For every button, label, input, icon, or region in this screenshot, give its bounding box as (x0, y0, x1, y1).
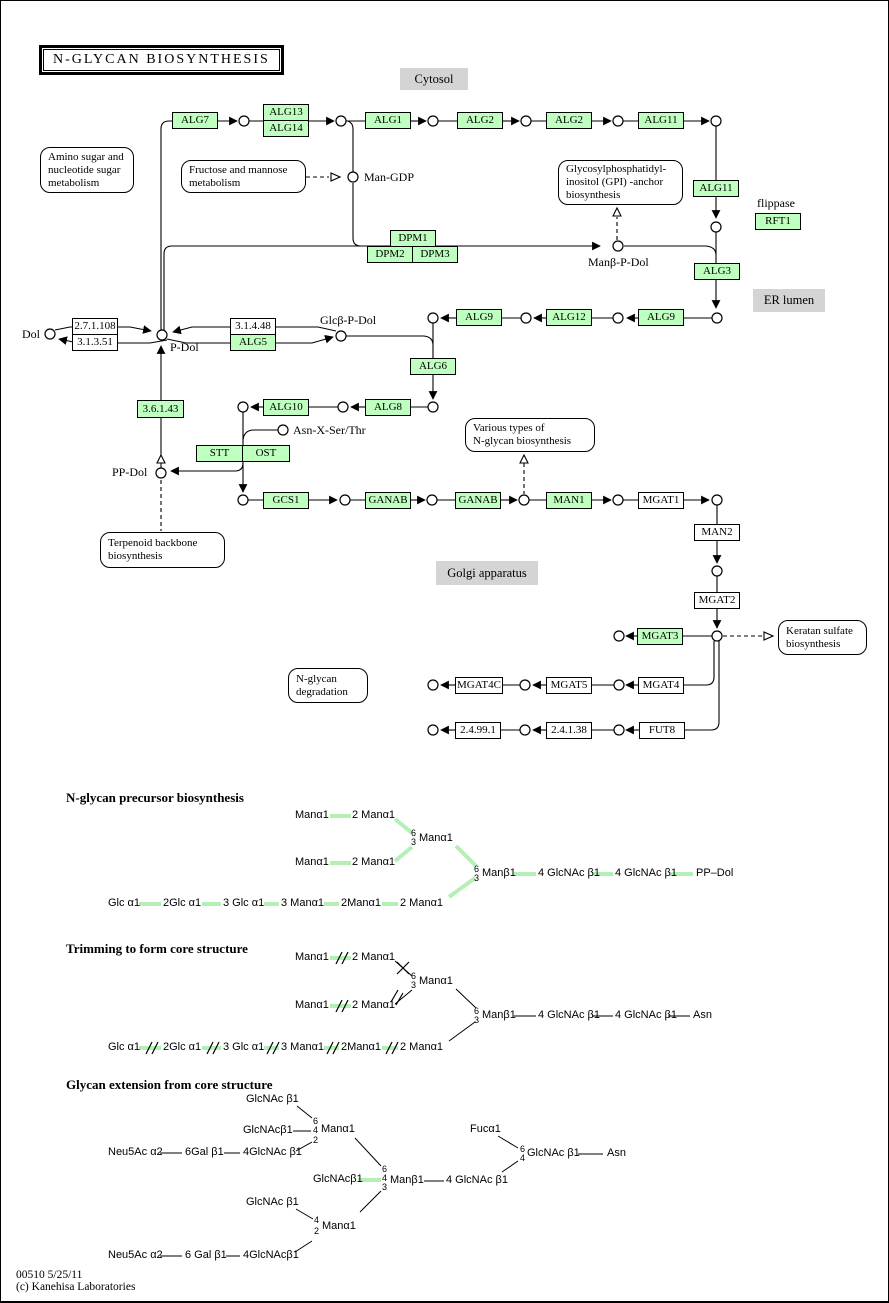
compound-label-asn-x-ser-thr: Asn-X-Ser/Thr (293, 423, 366, 437)
gene-box-alg3[interactable]: ALG3 (694, 263, 740, 280)
compound-node[interactable] (428, 402, 438, 412)
glycan-label: 3 Manα1 (281, 1041, 325, 1053)
gene-box-alg2[interactable]: ALG2 (546, 112, 592, 129)
glycan-label: 2 Manα1 (352, 999, 396, 1011)
glycan-label: 2Glc α1 (163, 897, 202, 909)
copyright: (c) Kanehisa Laboratories (16, 1281, 136, 1293)
gene-box-mgat4c[interactable]: MGAT4C (455, 677, 503, 694)
map-title-box (39, 45, 284, 75)
compound-node[interactable] (278, 425, 288, 435)
glycan-label: 6 (474, 1006, 480, 1016)
glycan-label: Manα1 (419, 975, 453, 987)
compound-node[interactable] (614, 631, 624, 641)
glycan-label: 2 Manα1 (352, 856, 396, 868)
compound-node[interactable] (336, 331, 346, 341)
glycan-label: 2 (313, 1135, 319, 1145)
gene-box-stt[interactable]: STT (196, 445, 243, 462)
glycan-label: Manβ1 (482, 867, 516, 879)
gene-box-man1[interactable]: MAN1 (546, 492, 592, 509)
compound-node[interactable] (156, 468, 166, 478)
pathway-link-label-line: nucleotide sugar (48, 163, 121, 176)
glycan-label: 3 Manα1 (281, 897, 325, 909)
gene-box-2-7-1-108[interactable]: 2.7.1.108 (72, 318, 118, 335)
compound-label-dol: Dol (22, 327, 40, 341)
compound-node[interactable] (712, 631, 722, 641)
glycan-label: 4GlcNAcβ1 (243, 1249, 299, 1261)
compound-node[interactable] (614, 680, 624, 690)
gene-box-mgat3[interactable]: MGAT3 (637, 628, 683, 645)
glycan-label: PP–Dol (696, 867, 734, 879)
gene-box-mgat2[interactable]: MGAT2 (694, 592, 740, 609)
compound-node[interactable] (157, 330, 167, 340)
gene-box-alg8[interactable]: ALG8 (365, 399, 411, 416)
gene-box-man2[interactable]: MAN2 (694, 524, 740, 541)
gene-box-mgat5[interactable]: MGAT5 (546, 677, 592, 694)
glycan-label: 2 Manα1 (352, 951, 396, 963)
pathway-link-label-line: inositol (GPI) -anchor (566, 176, 664, 188)
glycan-label: 4 GlcNAc β1 (538, 867, 600, 879)
glycan-label: Manα1 (419, 832, 453, 844)
glycan-label: Neu5Ac α2 (108, 1249, 163, 1261)
glycan-label: 2Glc α1 (163, 1041, 202, 1053)
region-label-er-lumen: ER lumen (753, 289, 825, 312)
pathway-link-label-line: Amino sugar and (48, 150, 124, 163)
gene-box-ost[interactable]: OST (242, 445, 290, 462)
compound-node[interactable] (238, 495, 248, 505)
gene-box-3-1-4-48[interactable]: 3.1.4.48 (230, 318, 276, 335)
glycan-label: 2 Manα1 (400, 1041, 444, 1053)
glycan-label: 4 GlcNAc β1 (615, 1009, 677, 1021)
pathway-link-n-glycan[interactable] (288, 668, 368, 703)
gene-box-alg11[interactable]: ALG11 (638, 112, 684, 129)
gene-box-2-4-99-1[interactable]: 2.4.99.1 (455, 722, 501, 739)
glycan-label: 3 Glc α1 (223, 1041, 265, 1053)
gene-box-dpm3[interactable]: DPM3 (412, 246, 458, 263)
gene-box-fut8[interactable]: FUT8 (639, 722, 685, 739)
pathway-link-label-line: biosynthesis (108, 550, 163, 562)
pathway-link-glycosylphosphatidyl[interactable] (558, 160, 683, 205)
glycan-label: 3 (411, 837, 417, 847)
gene-box-rft1[interactable]: RFT1 (755, 213, 801, 230)
glycan-label: 3 (382, 1182, 388, 1192)
glycan-label: 6 (313, 1116, 319, 1126)
glycan-label: 6 (411, 828, 417, 838)
pathway-link-fructose-and-mannose[interactable] (181, 160, 306, 193)
pathway-link-label-line: Glycosylphosphatidyl- (566, 163, 667, 175)
gene-box-alg11[interactable]: ALG11 (693, 180, 739, 197)
gene-box-gcs1[interactable]: GCS1 (263, 492, 309, 509)
section-header-2: Trimming to form core structure (66, 941, 248, 956)
gene-box-ganab[interactable]: GANAB (455, 492, 501, 509)
gene-box-alg14[interactable]: ALG14 (263, 120, 309, 137)
gene-box-alg10[interactable]: ALG10 (263, 399, 309, 416)
glycan-label: 6Gal β1 (185, 1146, 224, 1158)
region-label-golgi-apparatus: Golgi apparatus (436, 561, 538, 585)
compound-node[interactable] (521, 313, 531, 323)
pathway-link-label-line: N-glycan biosynthesis (473, 435, 572, 447)
glycan-label: 2Manα1 (341, 897, 381, 909)
compound-nodes (45, 116, 722, 735)
gene-box-alg12[interactable]: ALG12 (546, 309, 592, 326)
pathway-link-label-line: biosynthesis (566, 189, 621, 201)
glycan-label: Glc α1 (108, 897, 141, 909)
glycan-label: GlcNAc β1 (246, 1093, 299, 1105)
glycan-label: GlcNAc β1 (246, 1196, 299, 1208)
glycan-label: Manα1 (321, 1123, 355, 1135)
map-footer (16, 1269, 135, 1293)
pathway-link-label-line: degradation (296, 685, 348, 698)
compound-label-flippase: flippase (757, 196, 795, 210)
glycan-label: 6 (474, 864, 480, 874)
compound-node[interactable] (427, 495, 437, 505)
pathway-link-amino-sugar-and[interactable] (40, 147, 134, 193)
gene-box-alg5[interactable]: ALG5 (230, 334, 276, 351)
region-label-cytosol: Cytosol (400, 68, 468, 90)
compound-node[interactable] (348, 172, 358, 182)
gene-box-mgat4[interactable]: MGAT4 (638, 677, 684, 694)
glycan-label: 6 (411, 971, 417, 981)
compound-node[interactable] (428, 313, 438, 323)
compound-node[interactable] (613, 116, 623, 126)
compound-node[interactable] (613, 241, 623, 251)
compound-node[interactable] (521, 116, 531, 126)
compound-node[interactable] (613, 495, 623, 505)
gene-box-3-6-1-43[interactable]: 3.6.1.43 (137, 400, 184, 418)
gene-box-alg13[interactable]: ALG13 (263, 104, 309, 121)
gene-box-3-1-3-51[interactable]: 3.1.3.51 (72, 334, 118, 351)
gene-box-ganab[interactable]: GANAB (365, 492, 411, 509)
gene-box-alg6[interactable]: ALG6 (410, 358, 456, 375)
glycan-label: GlcNAcβ1 (313, 1173, 363, 1185)
gene-box-alg7[interactable]: ALG7 (172, 112, 218, 129)
glycan-label: Neu5Ac α2 (108, 1146, 163, 1158)
gene-box-mgat1[interactable]: MGAT1 (638, 492, 684, 509)
glycan-label: Fucα1 (470, 1123, 501, 1135)
gene-box-alg9[interactable]: ALG9 (638, 309, 684, 326)
glycan-label: 4 (382, 1173, 388, 1183)
glycan-label: Manβ1 (390, 1174, 424, 1186)
compound-node[interactable] (711, 222, 721, 232)
gene-box-dpm2[interactable]: DPM2 (367, 246, 413, 263)
glycan-label: Manα1 (295, 951, 329, 963)
compound-node[interactable] (428, 116, 438, 126)
glycan-label: 4 GlcNAc β1 (446, 1174, 508, 1186)
glycan-label: 3 (474, 1015, 480, 1025)
pathway-link-label-line: Fructose and mannose (189, 163, 288, 176)
compound-node[interactable] (239, 116, 249, 126)
compound-label-man-gdp: Man-GDP (364, 170, 414, 184)
glycan-label: Asn (693, 1009, 712, 1021)
compound-node[interactable] (712, 313, 722, 323)
glycan-label: Manα1 (322, 1220, 356, 1232)
page-title: N-GLYCAN BIOSYNTHESIS (43, 49, 280, 71)
glycan-label: GlcNAcβ1 (243, 1124, 293, 1136)
glycan-label: 3 Glc α1 (223, 897, 265, 909)
compound-label-p-dol: P-Dol (170, 340, 199, 354)
glycan-label: 6 (382, 1164, 388, 1174)
glycan-label: 2Manα1 (341, 1041, 381, 1053)
section-header-1: N-glycan precursor biosynthesis (66, 790, 244, 805)
pathway-link-label-line: Various types of (473, 422, 545, 434)
section-header-3: Glycan extension from core structure (66, 1077, 273, 1092)
compound-node[interactable] (340, 495, 350, 505)
glycan-label: 4 GlcNAc β1 (538, 1009, 600, 1021)
gene-box-alg2[interactable]: ALG2 (457, 112, 503, 129)
gene-box-dpm1[interactable]: DPM1 (390, 230, 436, 247)
glycan-label: 4 (313, 1125, 319, 1135)
pathway-link-label-line: metabolism (189, 176, 241, 189)
gene-box-alg9[interactable]: ALG9 (456, 309, 502, 326)
glycan-label: Manα1 (295, 856, 329, 868)
compound-node[interactable] (336, 116, 346, 126)
glycan-label: 3 (474, 873, 480, 883)
pathway-link-keratan-sulfate[interactable] (778, 620, 867, 655)
glycan-bonds-black (160, 961, 690, 1256)
compound-node[interactable] (712, 495, 722, 505)
gene-box-2-4-1-38[interactable]: 2.4.1.38 (546, 722, 592, 739)
pathway-link-label-line: metabolism (48, 176, 100, 189)
glycan-label: Asn (607, 1147, 626, 1159)
compound-label-glc-p-dol: Glcβ-P-Dol (320, 313, 377, 327)
glycan-label: 2 Manα1 (400, 897, 444, 909)
glycan-label: Manα1 (295, 999, 329, 1011)
glycan-label: 4GlcNAc β1 (243, 1146, 302, 1158)
compound-node[interactable] (520, 680, 530, 690)
pathway-link-label-line: Keratan sulfate (786, 624, 853, 637)
pathway-link-label-line: biosynthesis (786, 637, 841, 650)
glycan-label: 6 (520, 1144, 526, 1154)
gene-box-alg1[interactable]: ALG1 (365, 112, 411, 129)
compound-node[interactable] (712, 566, 722, 576)
connector-lines (161, 121, 719, 730)
compound-node[interactable] (238, 402, 248, 412)
compound-node[interactable] (519, 495, 529, 505)
compound-node[interactable] (428, 680, 438, 690)
glycan-label: 4 GlcNAc β1 (615, 867, 677, 879)
compound-node[interactable] (45, 329, 55, 339)
glycan-label: 2 (314, 1226, 320, 1236)
pathway-link-terpenoid-backbone[interactable] (100, 532, 225, 568)
glycan-label: GlcNAc β1 (527, 1147, 580, 1159)
glycan-label: 3 (411, 980, 417, 990)
glycan-label: 6 Gal β1 (185, 1249, 227, 1261)
glycan-label: Glc α1 (108, 1041, 141, 1053)
glycan-label: 4 (520, 1153, 526, 1163)
compound-node[interactable] (338, 402, 348, 412)
glycan-label: 2 Manα1 (352, 809, 396, 821)
compound-node[interactable] (613, 313, 623, 323)
compound-label-man-p-dol: Manβ-P-Dol (588, 255, 649, 269)
pathway-link-label-line: Terpenoid backbone (108, 537, 198, 549)
map-id-and-date: 00510 5/25/11 (16, 1269, 83, 1281)
compound-node[interactable] (711, 116, 721, 126)
compound-label-pp-dol: PP-Dol (112, 465, 148, 479)
compound-node[interactable] (520, 725, 530, 735)
pathway-link-label-line: N-glycan (296, 672, 337, 685)
glycan-label: Manβ1 (482, 1009, 516, 1021)
glycan-bonds-green (139, 816, 693, 1180)
pathway-link-various-types-of[interactable] (465, 418, 595, 452)
glycan-label: Manα1 (295, 809, 329, 821)
compound-node[interactable] (428, 725, 438, 735)
glycan-label: 4 (314, 1215, 320, 1225)
compound-node[interactable] (614, 725, 624, 735)
